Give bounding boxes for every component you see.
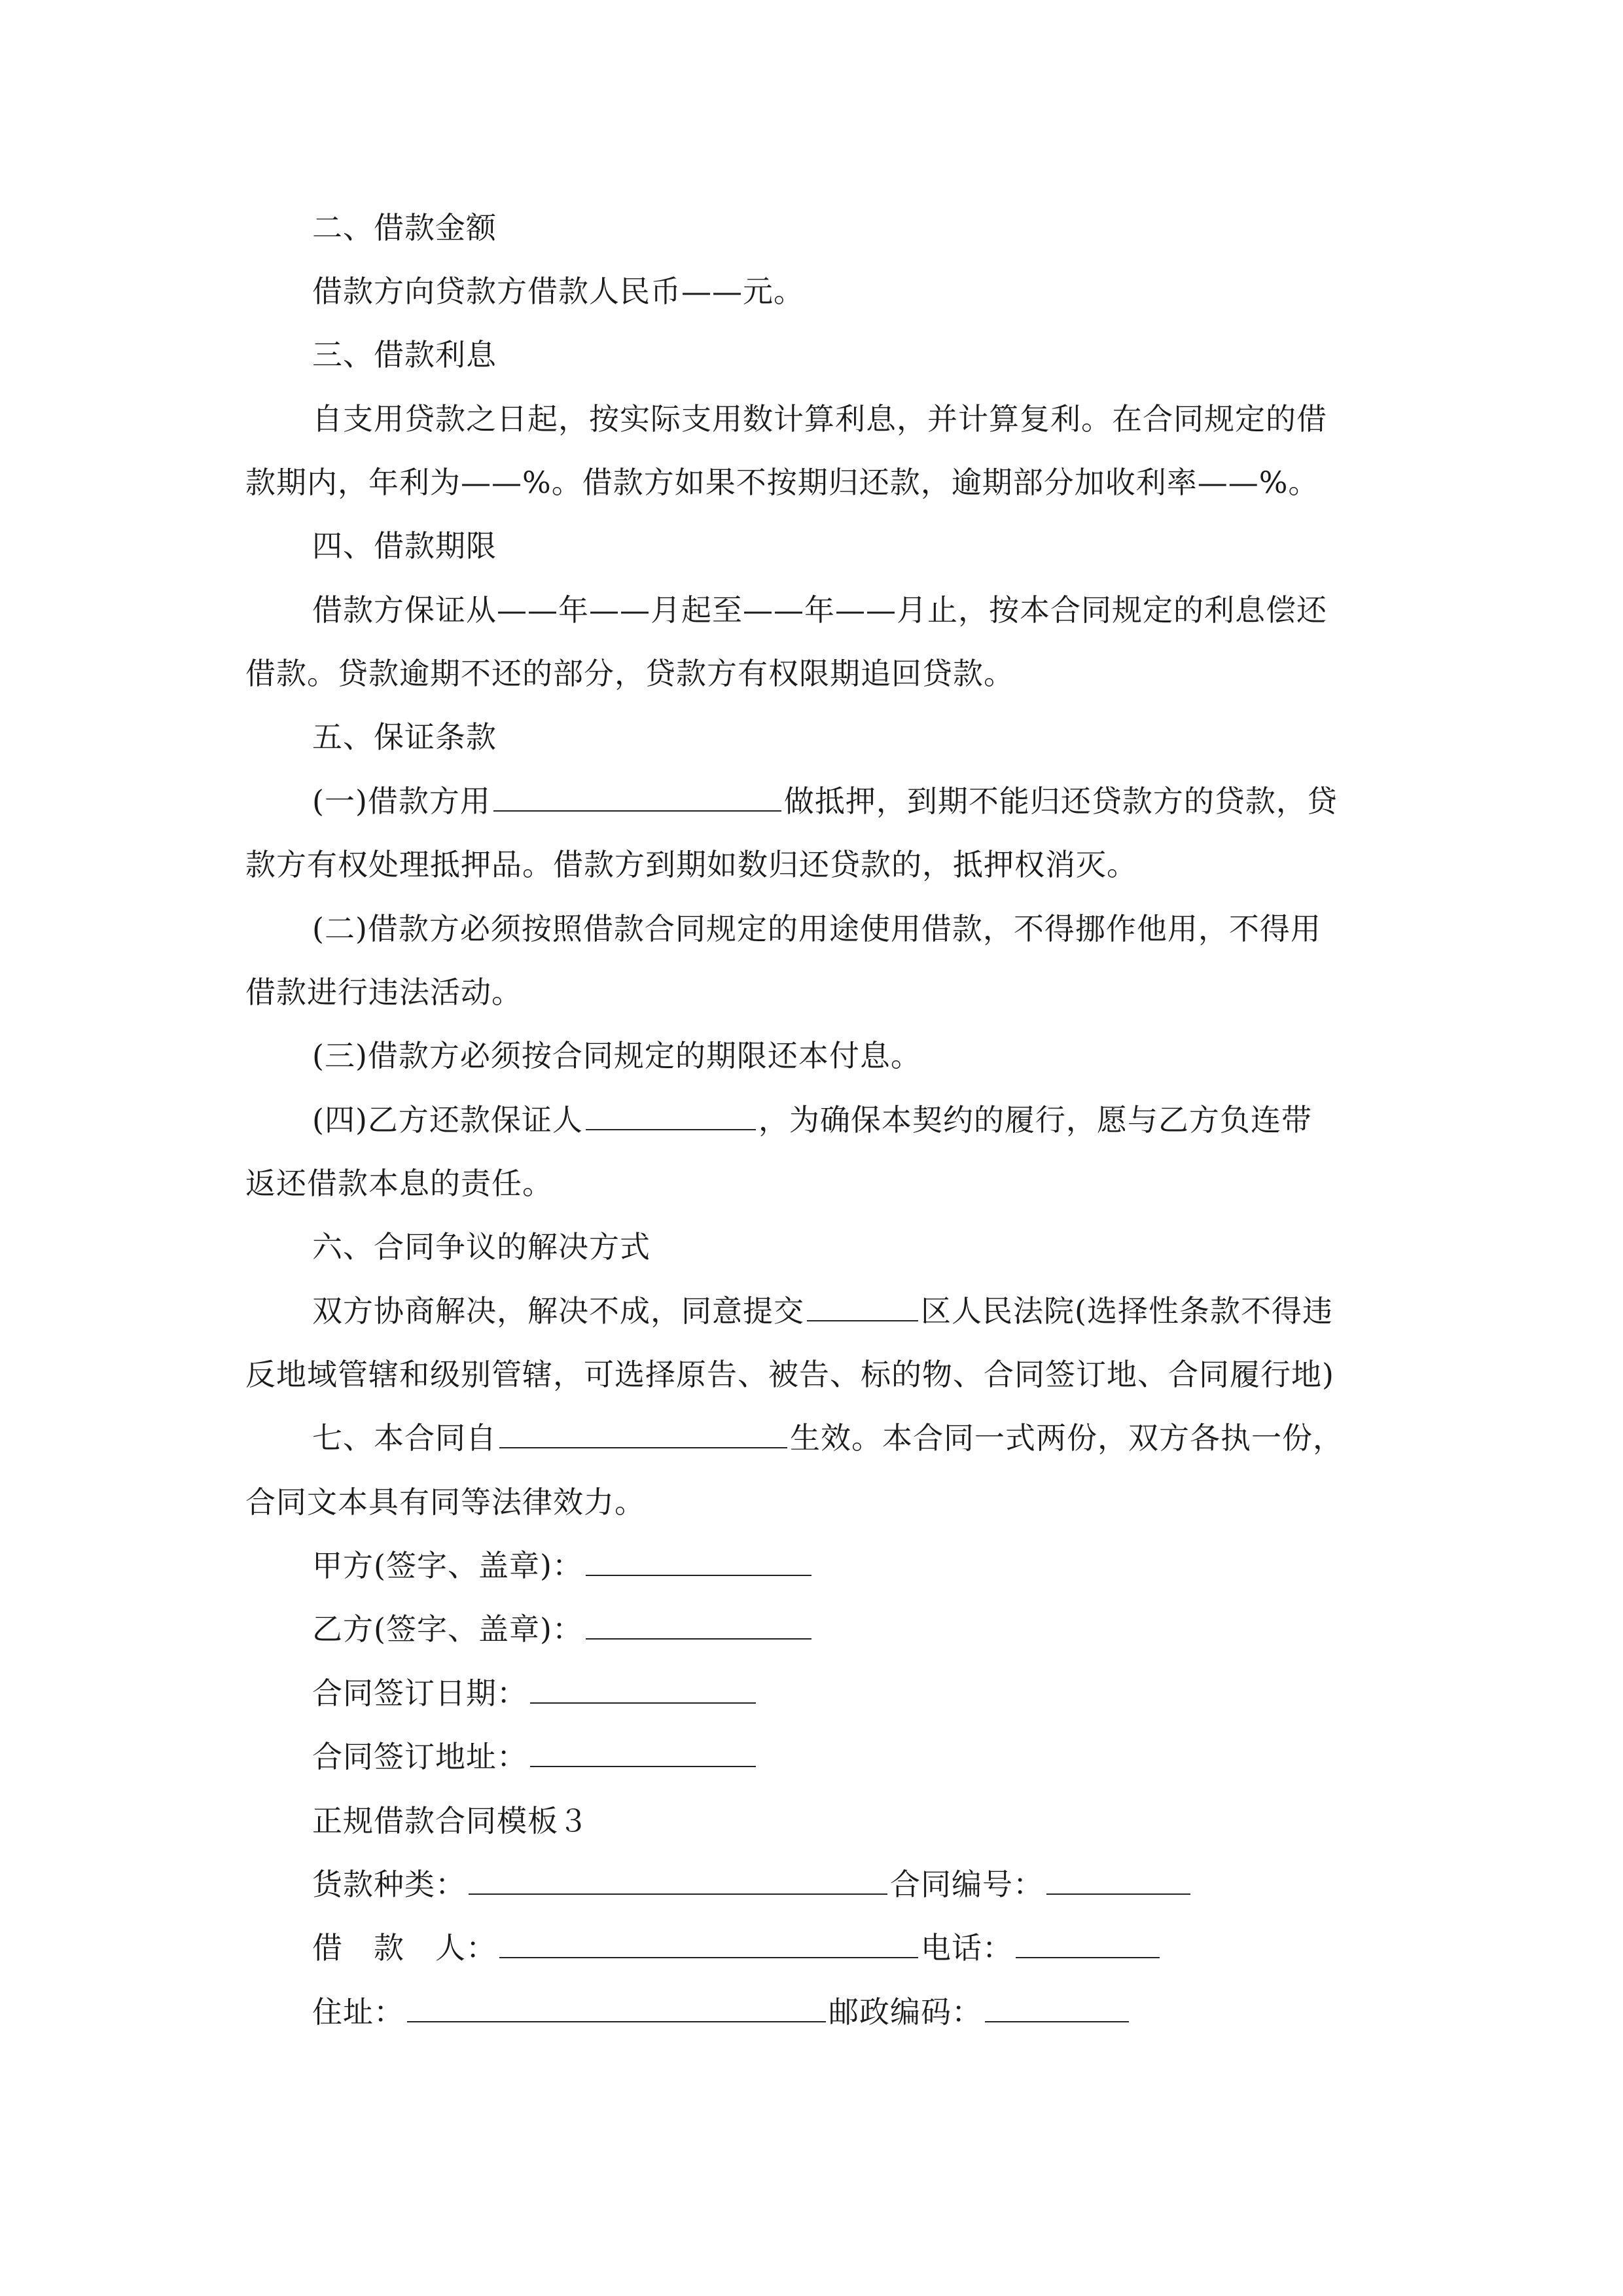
effective-text-b: 生效。本合同一式两份，双方各执一份， (790, 1420, 1344, 1456)
phone-blank[interactable] (1016, 1928, 1160, 1958)
address-row (312, 1992, 1399, 2032)
guarantor-blank[interactable] (586, 1100, 756, 1130)
section-heading-guarantee: 五、保证条款 (312, 719, 497, 755)
collateral-blank[interactable] (493, 781, 781, 812)
paragraph-loan-amount: 借款方向贷款方借款人民币——元。 (312, 274, 804, 309)
section-heading-term: 四、借款期限 (312, 528, 497, 564)
clause-1-text-a: (一)借款方用 (312, 783, 491, 819)
party-b-label: 乙方(签字、盖章)： (312, 1611, 583, 1647)
contract-number-label: 合同编号： (890, 1867, 1044, 1902)
dispute-line-2: 反地域管辖和级别管辖，可选择原告、被告、标的物、合同签订地、合同履行地) (245, 1357, 1334, 1392)
signing-place (312, 1737, 1399, 1776)
party-a-signature (312, 1546, 1399, 1585)
loan-type-row (312, 1865, 1399, 1904)
section-heading-loan-amount: 二、借款金额 (312, 210, 497, 245)
effective-date-blank[interactable] (499, 1418, 787, 1448)
signing-date (312, 1674, 1399, 1713)
clause-4-text-a: (四)乙方还款保证人 (312, 1102, 583, 1138)
address-label: 住址： (312, 1994, 404, 2030)
clause-4-line-2: 返还借款本息的责任。 (245, 1166, 553, 1201)
clause-1-text-b: 做抵押，到期不能归还贷款方的贷款，贷 (783, 783, 1338, 819)
party-a-label: 甲方(签字、盖章)： (312, 1548, 583, 1583)
borrower-label: 借 款 人： (312, 1930, 497, 1965)
paragraph-interest-line-1: 自支用贷款之日起，按实际支用数计算利息，并计算复利。在合同规定的借 (312, 401, 1327, 437)
section-heading-dispute: 六、合同争议的解决方式 (312, 1229, 651, 1265)
party-b-signature (312, 1609, 1399, 1649)
clause-3: (三)借款方必须按合同规定的期限还本付息。 (312, 1038, 921, 1073)
party-a-signature-blank[interactable] (586, 1546, 812, 1576)
section-heading-interest: 三、借款利息 (312, 337, 497, 372)
dispute-text-a: 双方协商解决，解决不成，同意提交 (312, 1293, 804, 1329)
clause-4-line-1 (312, 1100, 1399, 1139)
signing-place-blank[interactable] (530, 1737, 756, 1767)
effective-text-a: 七、本合同自 (312, 1420, 497, 1456)
paragraph-term-line-1: 借款方保证从——年——月起至——年——月止，按本合同规定的利息偿还 (312, 592, 1327, 628)
court-blank[interactable] (807, 1291, 918, 1321)
paragraph-term-line-2: 借款。贷款逾期不还的部分，贷款方有权限期追回贷款。 (245, 656, 1014, 691)
party-b-signature-blank[interactable] (586, 1609, 812, 1640)
clause-1-line-2: 款方有权处理抵押品。借款方到期如数归还贷款的，抵押权消灭。 (245, 847, 1137, 882)
clause-2-line-2: 借款进行违法活动。 (245, 975, 522, 1010)
dispute-text-b: 区人民法院(选择性条款不得违 (921, 1293, 1333, 1329)
clause-2-line-1: (二)借款方必须按照借款合同规定的用途使用借款，不得挪作他用，不得用 (312, 911, 1321, 946)
signing-place-label: 合同签订地址： (312, 1739, 527, 1774)
postal-code-blank[interactable] (985, 1992, 1129, 2022)
contract-number-blank[interactable] (1046, 1865, 1190, 1895)
postal-code-label: 邮政编码： (829, 1994, 982, 2030)
paragraph-interest-line-2: 款期内，年利为——%。借款方如果不按期归还款，逾期部分加收利率——%。 (245, 465, 1319, 500)
template-title: 正规借款合同模板３ (312, 1803, 589, 1839)
clause-1-line-1 (312, 781, 1399, 821)
borrower-row (312, 1928, 1399, 1967)
signing-date-blank[interactable] (530, 1674, 756, 1704)
loan-type-blank[interactable] (469, 1865, 887, 1895)
effective-line-1 (312, 1418, 1399, 1458)
phone-label: 电话： (921, 1930, 1013, 1965)
dispute-line-1 (312, 1291, 1399, 1331)
signing-date-label: 合同签订日期： (312, 1676, 527, 1711)
effective-line-2: 合同文本具有同等法律效力。 (245, 1484, 645, 1520)
address-blank[interactable] (407, 1992, 826, 2022)
loan-type-label: 货款种类： (312, 1867, 466, 1902)
borrower-blank[interactable] (499, 1928, 918, 1958)
clause-4-text-b: ，为确保本契约的履行，愿与乙方负连带 (758, 1102, 1312, 1138)
